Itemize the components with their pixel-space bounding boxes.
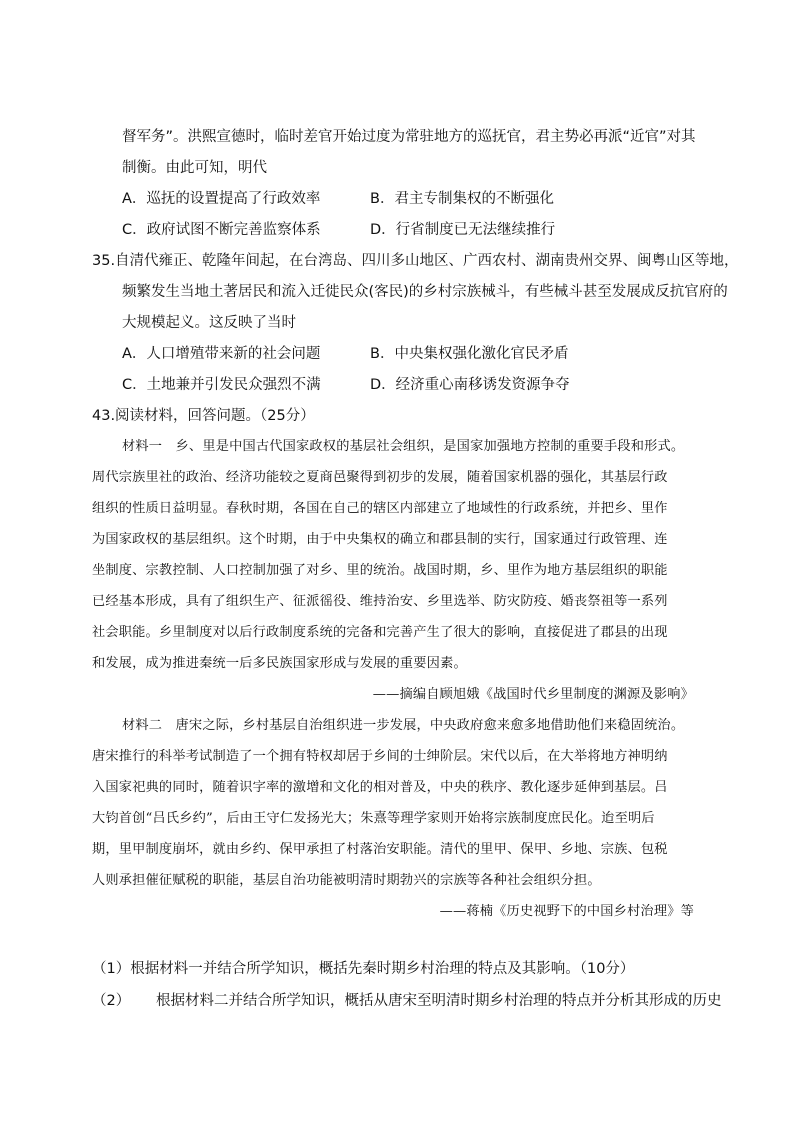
- q34-line-2: 制衡。由此可知，明代: [122, 160, 267, 176]
- q34-option-c: C．政府试图不断完善监察体系: [122, 222, 321, 238]
- q35-option-c: C．土地兼并引发民众强烈不满: [122, 377, 321, 393]
- material-1-line: 已经基本形成，具有了组织生产、征派徭役、维持治安、乡里选举、防灾防疫、婚丧祭祖等一系列: [92, 594, 668, 609]
- material-1-line: 社会职能。乡里制度对以后行政制度系统的完备和完善产生了很大的影响，直接促进了郡县的出现: [92, 625, 668, 640]
- q35-option-d: D．经济重心南移诱发资源争夺: [370, 377, 570, 393]
- q34-option-d: D．行省制度已无法继续推行: [370, 222, 556, 238]
- q35-line-1: 35.自清代雍正、乾隆年间起，在台湾岛、四川多山地区、广西农村、湖南贵州交界、闽粤山区等地，: [92, 253, 739, 269]
- sub-question-1: （1）根据材料一并结合所学知识，概括先秦时期乡村治理的特点及其影响。（10分）: [92, 961, 635, 977]
- material-2-line: 唐宋推行的科举考试制造了一个拥有特权却居于乡间的士绅阶层。宋代以后，在大举将地方神明纳: [92, 749, 668, 764]
- q43-intro: 43.阅读材料，回答问题。（25分）: [92, 408, 315, 424]
- q35-option-a: A．人口增殖带来新的社会问题: [122, 346, 321, 362]
- q35-line-2: 频繁发生当地土著居民和流入迁徙民众(客民)的乡村宗族械斗，有些械斗甚至发展成反抗官府的: [122, 284, 728, 300]
- q34-line-1: 督军务”。洪熙宣德时，临时差官开始过度为常驻地方的巡抚官，君主势必再派“近官”对其: [122, 129, 696, 145]
- material-1-source: ——摘编自顾旭娥《战国时代乡里制度的渊源及影响》: [372, 687, 694, 702]
- material-1-line: 和发展，成为推进秦统一后多民族国家形成与发展的重要因素。: [92, 656, 467, 671]
- q35-option-b: B．中央集权强化激化官民矛盾: [370, 346, 569, 362]
- material-1-line: 周代宗族里社的政治、经济功能较之夏商邑聚得到初步的发展，随着国家机器的强化，其基层行政: [92, 470, 668, 485]
- material-2-line: 材料二 唐宋之际，乡村基层自治组织进一步发展，中央政府愈来愈多地借助他们来稳固统治。: [122, 718, 685, 733]
- q34-option-a: A．巡抚的设置提高了行政效率: [122, 191, 321, 207]
- material-1-line: 材料一 乡、里是中国古代国家政权的基层社会组织，是国家加强地方控制的重要手段和形式。: [122, 439, 685, 454]
- q35-line-3: 大规模起义。这反映了当时: [122, 315, 296, 331]
- material-1-line: 为国家政权的基层组织。这个时期，由于中央集权的确立和郡县制的实行，国家通过行政管理、连: [92, 532, 668, 547]
- material-2-line: 入国家祀典的同时，随着识字率的激增和文化的相对普及，中央的秩序、教化逐步延伸到基层。吕: [92, 780, 668, 795]
- material-2-source: ——蒋楠《历史视野下的中国乡村治理》等: [439, 904, 694, 919]
- material-1-line: 组织的性质日益明显。春秋时期，各国在自己的辖区内部建立了地域性的行政系统，并把乡、里作: [92, 501, 668, 516]
- material-1-line: 坐制度、宗教控制、人口控制加强了对乡、里的统治。战国时期，乡、里作为地方基层组织的职能: [92, 563, 668, 578]
- sub-question-2-number: （2）: [92, 993, 131, 1009]
- material-2-line: 人则承担催征赋税的职能，基层自治功能被明清时期勃兴的宗族等各种社会组织分担。: [92, 873, 601, 888]
- q34-option-b: B．君主专制集权的不断强化: [370, 191, 554, 207]
- material-2-line: 期，里甲制度崩坏，就由乡约、保甲承担了村落治安职能。清代的里甲、保甲、乡地、宗族、包税: [92, 842, 668, 857]
- material-2-line: 大钧首创“吕氏乡约”，后由王守仁发扬光大；朱熹等理学家则开始将宗族制度庶民化。迨至明后: [92, 811, 655, 826]
- sub-question-2-text: 根据材料二并结合所学知识，概括从唐宋至明清时期乡村治理的特点并分析其形成的历史: [156, 993, 722, 1009]
